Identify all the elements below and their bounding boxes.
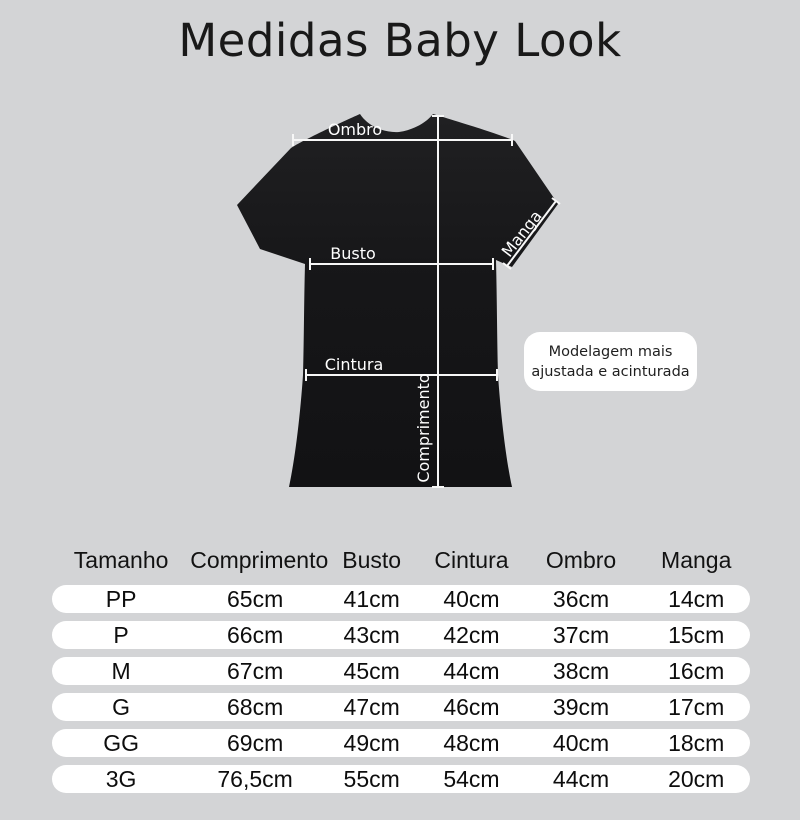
- cell-comprimento: 67cm: [226, 658, 284, 684]
- page-title: Medidas Baby Look: [178, 14, 622, 67]
- cell-comprimento: 69cm: [226, 730, 284, 756]
- cell-cintura: 46cm: [443, 694, 500, 720]
- cell-ombro: 38cm: [552, 658, 610, 684]
- cell-busto: 55cm: [343, 766, 400, 792]
- cell-busto: 43cm: [343, 622, 400, 648]
- header-manga: Manga: [661, 547, 732, 573]
- manga-label: Manga: [497, 206, 546, 261]
- cell-cintura: 42cm: [443, 622, 500, 648]
- cell-size: M: [111, 658, 131, 684]
- cell-manga: 18cm: [668, 730, 725, 756]
- cell-cintura: 54cm: [443, 766, 500, 792]
- cell-size: G: [112, 694, 131, 720]
- table-row: [52, 657, 750, 685]
- cell-ombro: 37cm: [552, 622, 610, 648]
- header-cintura: Cintura: [434, 547, 509, 573]
- table-row: [52, 693, 750, 721]
- table-row: [52, 765, 750, 793]
- cell-cintura: 48cm: [443, 730, 500, 756]
- header-busto: Busto: [342, 547, 402, 573]
- cell-ombro: 39cm: [552, 694, 610, 720]
- busto-label: Busto: [330, 244, 376, 263]
- table-row: [52, 585, 750, 613]
- header-comprimento: Comprimento: [190, 547, 329, 573]
- cell-size: P: [113, 622, 129, 648]
- cell-manga: 14cm: [668, 586, 725, 612]
- tshirt-measurement-diagram: [200, 88, 600, 500]
- cell-ombro: 40cm: [552, 730, 610, 756]
- cell-manga: 15cm: [668, 622, 725, 648]
- comprimento-label: Comprimento: [414, 373, 433, 483]
- ombro-label: Ombro: [327, 120, 383, 139]
- cell-comprimento: 76,5cm: [217, 766, 293, 792]
- cell-size: 3G: [105, 766, 137, 792]
- cell-comprimento: 68cm: [226, 694, 284, 720]
- cell-manga: 20cm: [668, 766, 725, 792]
- cell-busto: 49cm: [343, 730, 400, 756]
- cell-comprimento: 66cm: [226, 622, 284, 648]
- size-table-header: [52, 543, 750, 577]
- header-ombro: Ombro: [545, 547, 617, 573]
- cell-ombro: 44cm: [552, 766, 610, 792]
- cell-manga: 16cm: [668, 658, 725, 684]
- cintura-label: Cintura: [324, 355, 384, 374]
- cell-cintura: 44cm: [443, 658, 500, 684]
- cell-manga: 17cm: [668, 694, 725, 720]
- fit-callout-line1: Modelagem mais: [548, 343, 673, 360]
- fit-callout: [524, 332, 697, 391]
- header-tamanho: Tamanho: [73, 547, 169, 573]
- fit-callout-line2: ajustada e acinturada: [531, 363, 690, 380]
- cell-busto: 45cm: [343, 658, 400, 684]
- cell-busto: 47cm: [343, 694, 400, 720]
- cell-size: GG: [103, 730, 139, 756]
- cell-cintura: 40cm: [443, 586, 500, 612]
- tshirt-silhouette: [237, 114, 558, 487]
- cell-comprimento: 65cm: [226, 586, 284, 612]
- cell-size: PP: [105, 586, 137, 612]
- size-table: [52, 543, 750, 801]
- cell-ombro: 36cm: [552, 586, 610, 612]
- cell-busto: 41cm: [343, 586, 400, 612]
- table-row: [52, 621, 750, 649]
- table-row: [52, 729, 750, 757]
